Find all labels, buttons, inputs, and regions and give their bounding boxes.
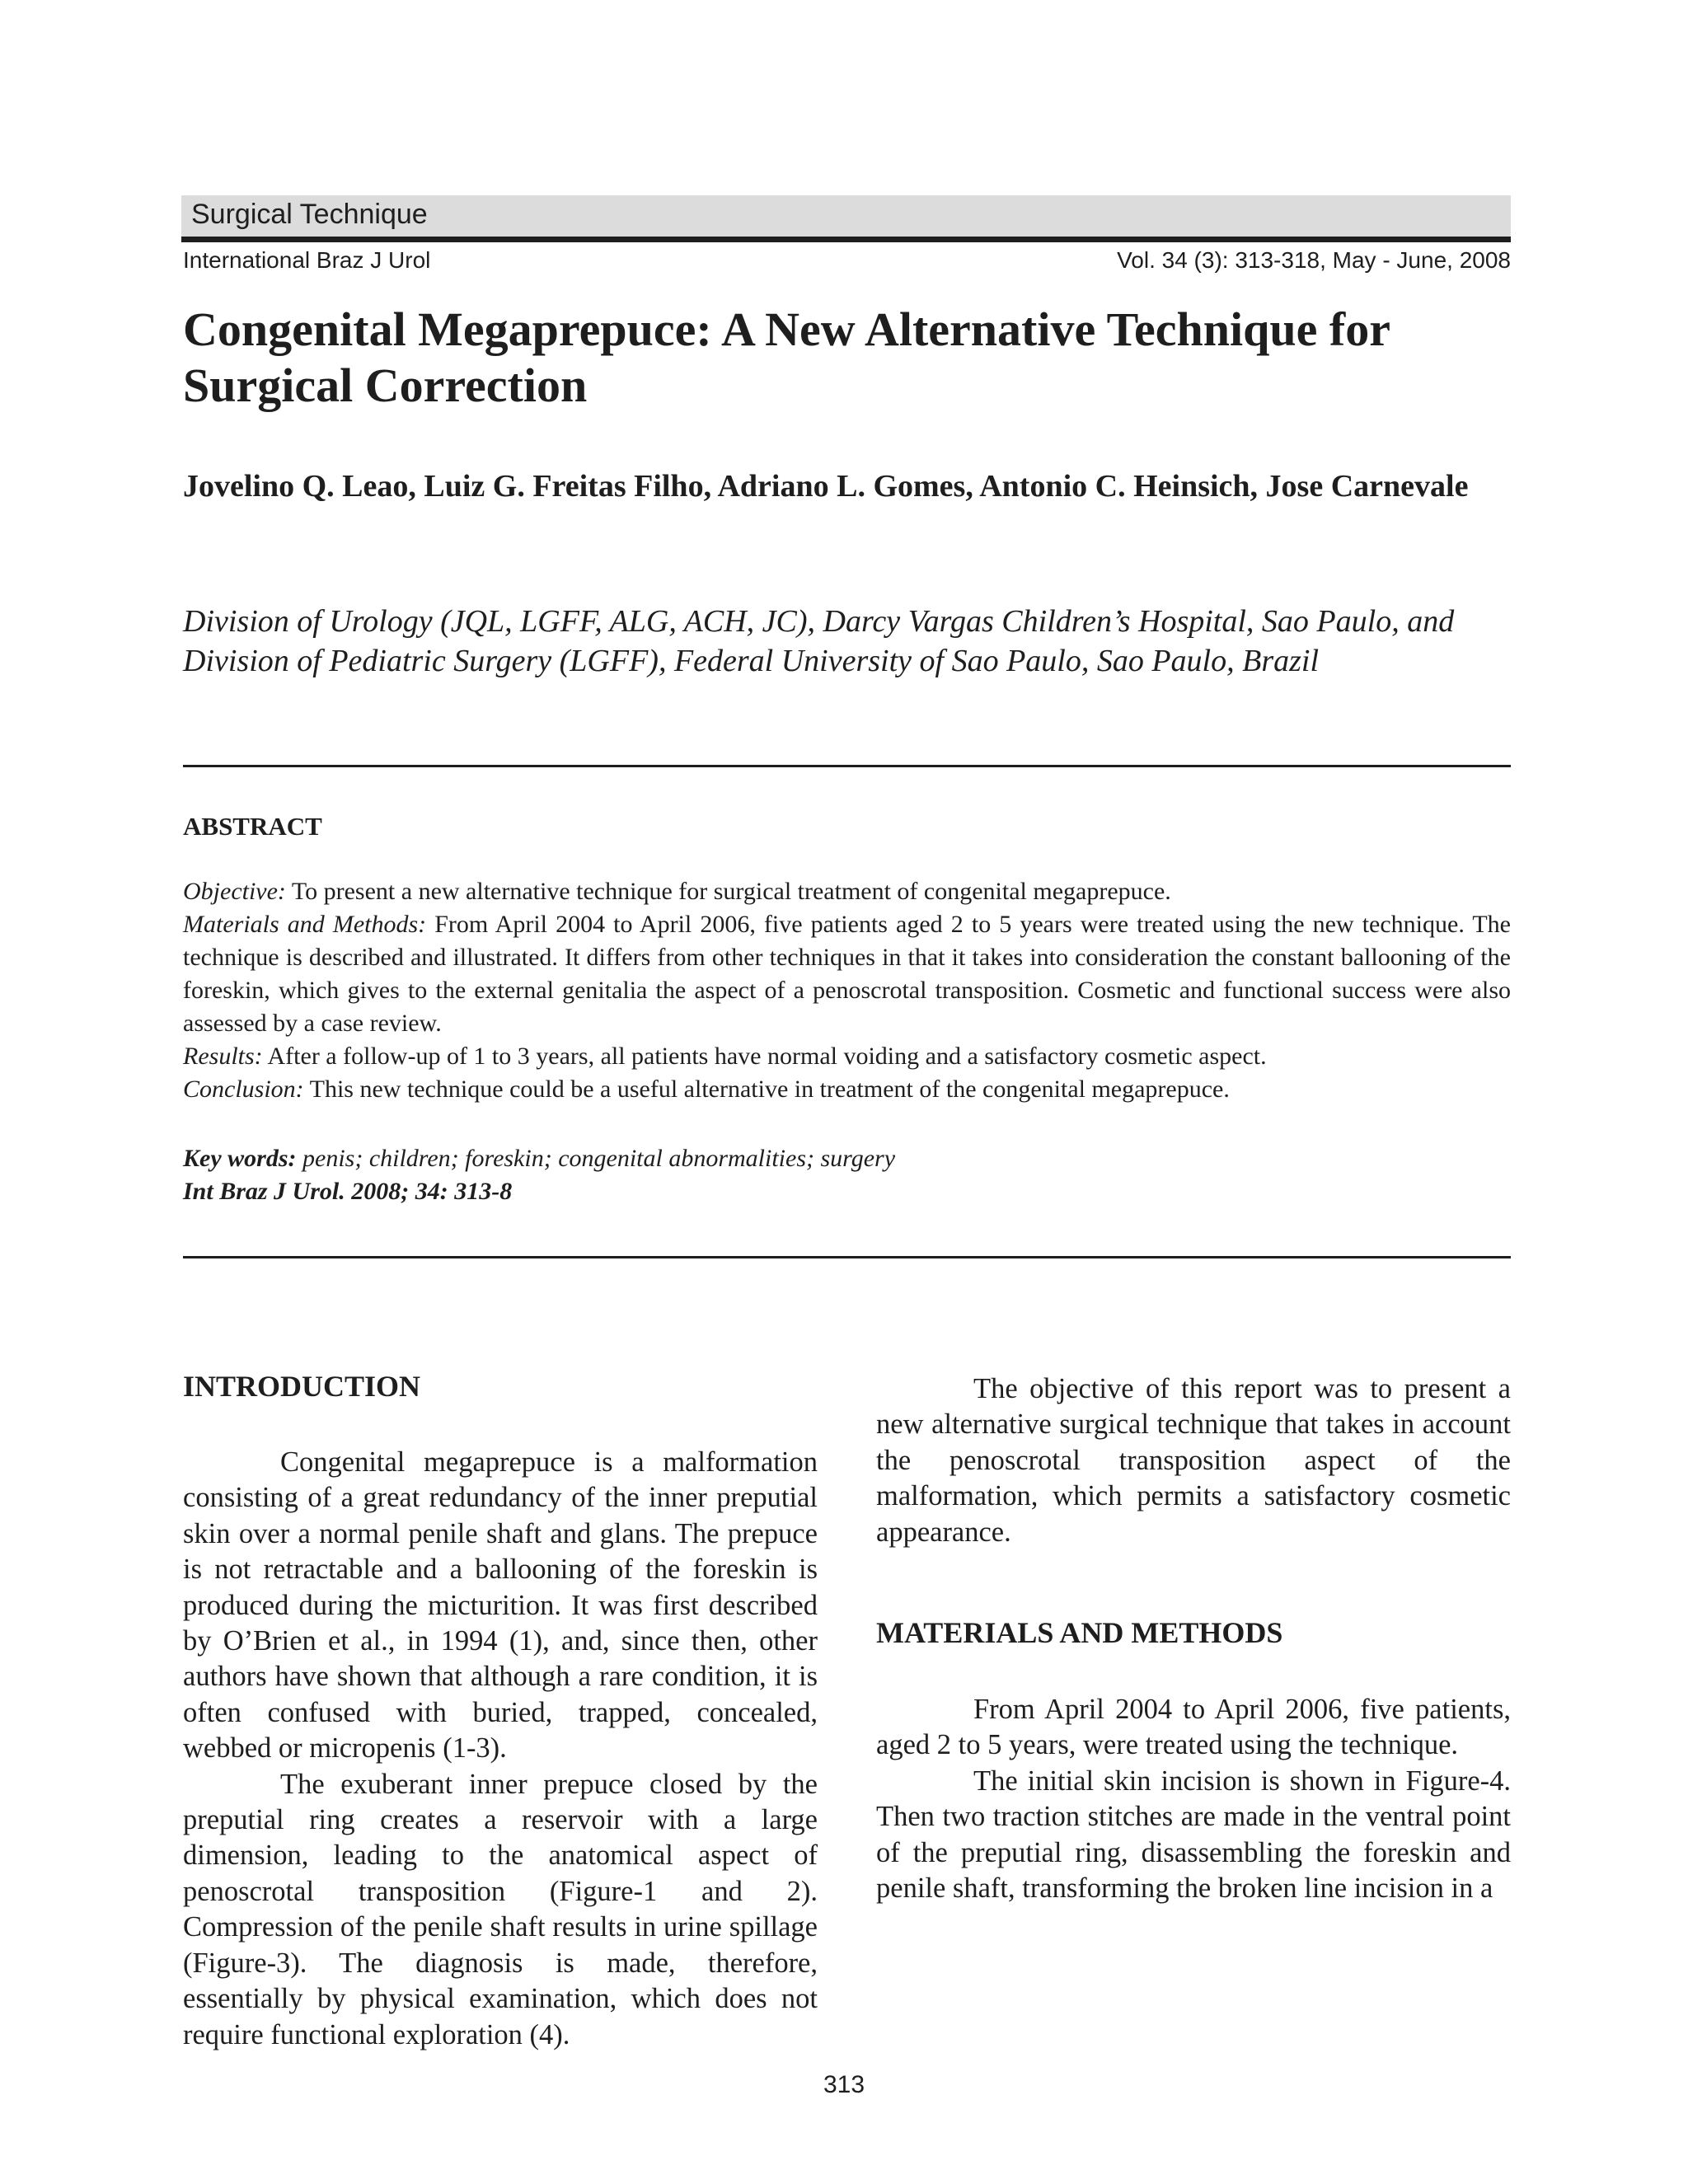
conclusion-label: Conclusion: xyxy=(183,1076,304,1103)
affiliation: Division of Urology (JQL, LGFF, ALG, ACH, JC), Darcy Vargas Children’s Hospital, Sao Paulo, and Division of Pediatric Surgery (LGFF), Federal University of Sao Paulo, Sao Paulo, Brazil xyxy=(183,604,1455,678)
methods-label: Materials and Methods: xyxy=(183,911,427,938)
keywords-text: penis; children; foreskin; congenital abnormalities; surgery xyxy=(302,1145,896,1172)
introduction-heading: INTRODUCTION xyxy=(183,1370,421,1403)
methods-paragraph-1: From April 2004 to April 2006, five patients, aged 2 to 5 years, were treated using the technique. xyxy=(876,1694,1511,1761)
section-label: Surgical Technique xyxy=(191,199,428,230)
results-label: Results: xyxy=(183,1043,263,1070)
body-column-right xyxy=(876,1371,1511,1906)
keywords-block xyxy=(183,1142,1511,1208)
intro-paragraph-2: The exuberant inner prepuce closed by the preputial ring creates a reservoir with a large dimension, leading to the anatomical aspect of penoscrotal transposition (Figure-1 and 2). Compression of the penile shaft results in urine spillage (Figure-3). The diagnosis is made, therefore, essentially by physical examination, which does not require functional exploration (4). xyxy=(183,1768,818,2050)
objective-label: Objective: xyxy=(183,878,286,905)
body-column-left xyxy=(183,1366,818,2053)
author-list: Jovelino Q. Leao, Luiz G. Freitas Filho, Adriano L. Gomes, Antonio C. Heinsich, Jose Carnevale xyxy=(183,469,1469,504)
methods-text: From April 2004 to April 2006, five patients aged 2 to 5 years were treated using the new technique. The technique is described and illustrated. It differs from other techniques in that it takes into consideration the constant ballooning of the foreskin, which gives to the external genitalia the aspect of a penoscrotal transposition. Cosmetic and functional success were also assessed by a case review. xyxy=(183,911,1511,1037)
objective-text: To present a new alternative technique for surgical treatment of congenital megaprepuce. xyxy=(291,878,1171,905)
conclusion-text: This new technique could be a useful alternative in treatment of the congenital megaprepuce. xyxy=(309,1076,1230,1103)
keywords-line xyxy=(183,1142,1511,1175)
divider-top xyxy=(183,765,1511,767)
citation-line xyxy=(183,1175,1511,1208)
results-text: After a follow-up of 1 to 3 years, all patients have normal voiding and a satisfactory cosmetic aspect. xyxy=(267,1043,1267,1070)
volume-info: Vol. 34 (3): 313-318, May - June, 2008 xyxy=(1117,247,1511,273)
article-title: Congenital Megaprepuce: A New Alternative Technique for Surgical Correction xyxy=(183,302,1390,412)
abstract-conclusion xyxy=(183,1073,1511,1106)
journal-name: International Braz J Urol xyxy=(183,247,431,273)
abstract-methods xyxy=(183,908,1511,1040)
methods-paragraph-2: The initial skin incision is shown in Figure-4. Then two traction stitches are made in the ventral point of the preputial ring, disassembling the foreskin and penile shaft, transforming the broken line incision in a xyxy=(876,1765,1511,1905)
section-band xyxy=(181,195,1511,242)
citation-text: Int Braz J Urol. 2008; 34: 313-8 xyxy=(183,1178,513,1205)
abstract-objective xyxy=(183,875,1511,908)
keywords-label: Key words: xyxy=(183,1145,297,1172)
divider-bottom xyxy=(183,1256,1511,1258)
intro-paragraph-1: Congenital megaprepuce is a malformation consisting of a great redundancy of the inner preputial skin over a normal penile shaft and glans. The prepuce is not retractable and a ballooning of the foreskin is produced during the micturition. It was first described by O’Brien et al., in 1994 (1), and, since then, other authors have shown that although a rare condition, it is often confused with buried, trapped, concealed, webbed or micropenis (1-3). xyxy=(183,1446,818,1765)
abstract-heading: ABSTRACT xyxy=(183,812,322,841)
page-number: 313 xyxy=(823,2071,865,2098)
abstract-results xyxy=(183,1040,1511,1073)
methods-heading: MATERIALS AND METHODS xyxy=(876,1616,1283,1650)
intro-paragraph-3: The objective of this report was to present a new alternative surgical technique that takes in account the penoscrotal transposition aspect of the malformation, which permits a satisfactory cosmetic appearance. xyxy=(876,1373,1511,1548)
abstract-body xyxy=(183,875,1511,1106)
